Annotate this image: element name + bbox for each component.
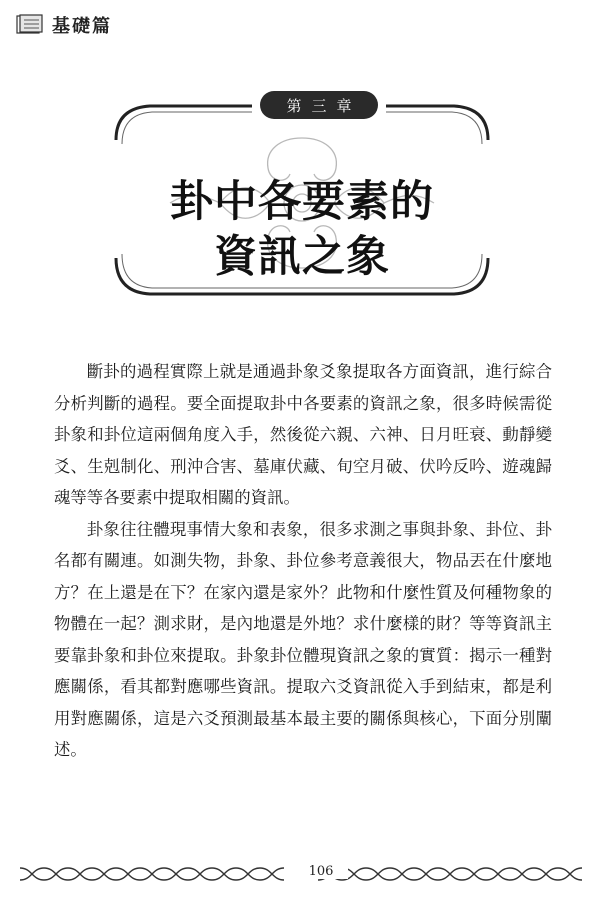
running-header bbox=[16, 12, 112, 38]
chapter-label: 第三章 bbox=[286, 96, 362, 115]
page-footer bbox=[20, 862, 582, 886]
chapter-banner bbox=[110, 78, 494, 313]
page-stack-icon bbox=[16, 14, 46, 36]
chapter-title-line-2: 資訊之象 bbox=[214, 232, 390, 282]
chapter-label-badge bbox=[260, 91, 378, 119]
page-number: 106 bbox=[294, 864, 348, 879]
chapter-title-line-1: 卦中各要素的 bbox=[170, 177, 434, 227]
paragraph-1: 斷卦的過程實際上就是通過卦象爻象提取各方面資訊，進行綜合分析判斷的過程。要全面提取卦中各要素的資訊之象，很多時候需從卦象和卦位這兩個角度入手，然後從六親、六神、日月旺衰、動靜變爻、生剋制化、刑沖合害、墓庫伏藏、旬空月破、伏吟反吟、遊魂歸魂等等各要素中提取相關的資訊。 bbox=[54, 362, 552, 507]
body-text bbox=[54, 356, 552, 766]
paragraph-2: 卦象往往體現事情大象和表象，很多求測之事與卦象、卦位、卦名都有關連。如測失物，卦象、卦位參考意義很大，物品丟在什麼地方？在上還是在下？在家內還是家外？此物和什麼性質及何種物象的物體在一起？測求財，是內地還是外地？求什麼樣的財？等等資訊主要靠卦象和卦位來提取。卦象卦位體現資訊之象的實質：揭示一種對應關係，看其都對應哪些資訊。提取六爻資訊從入手到結束，都是利用對應關係，這是六爻預測最基本最主要的關係與核心，下面分別闡述。 bbox=[54, 519, 552, 759]
section-title: 基礎篇 bbox=[52, 16, 112, 37]
